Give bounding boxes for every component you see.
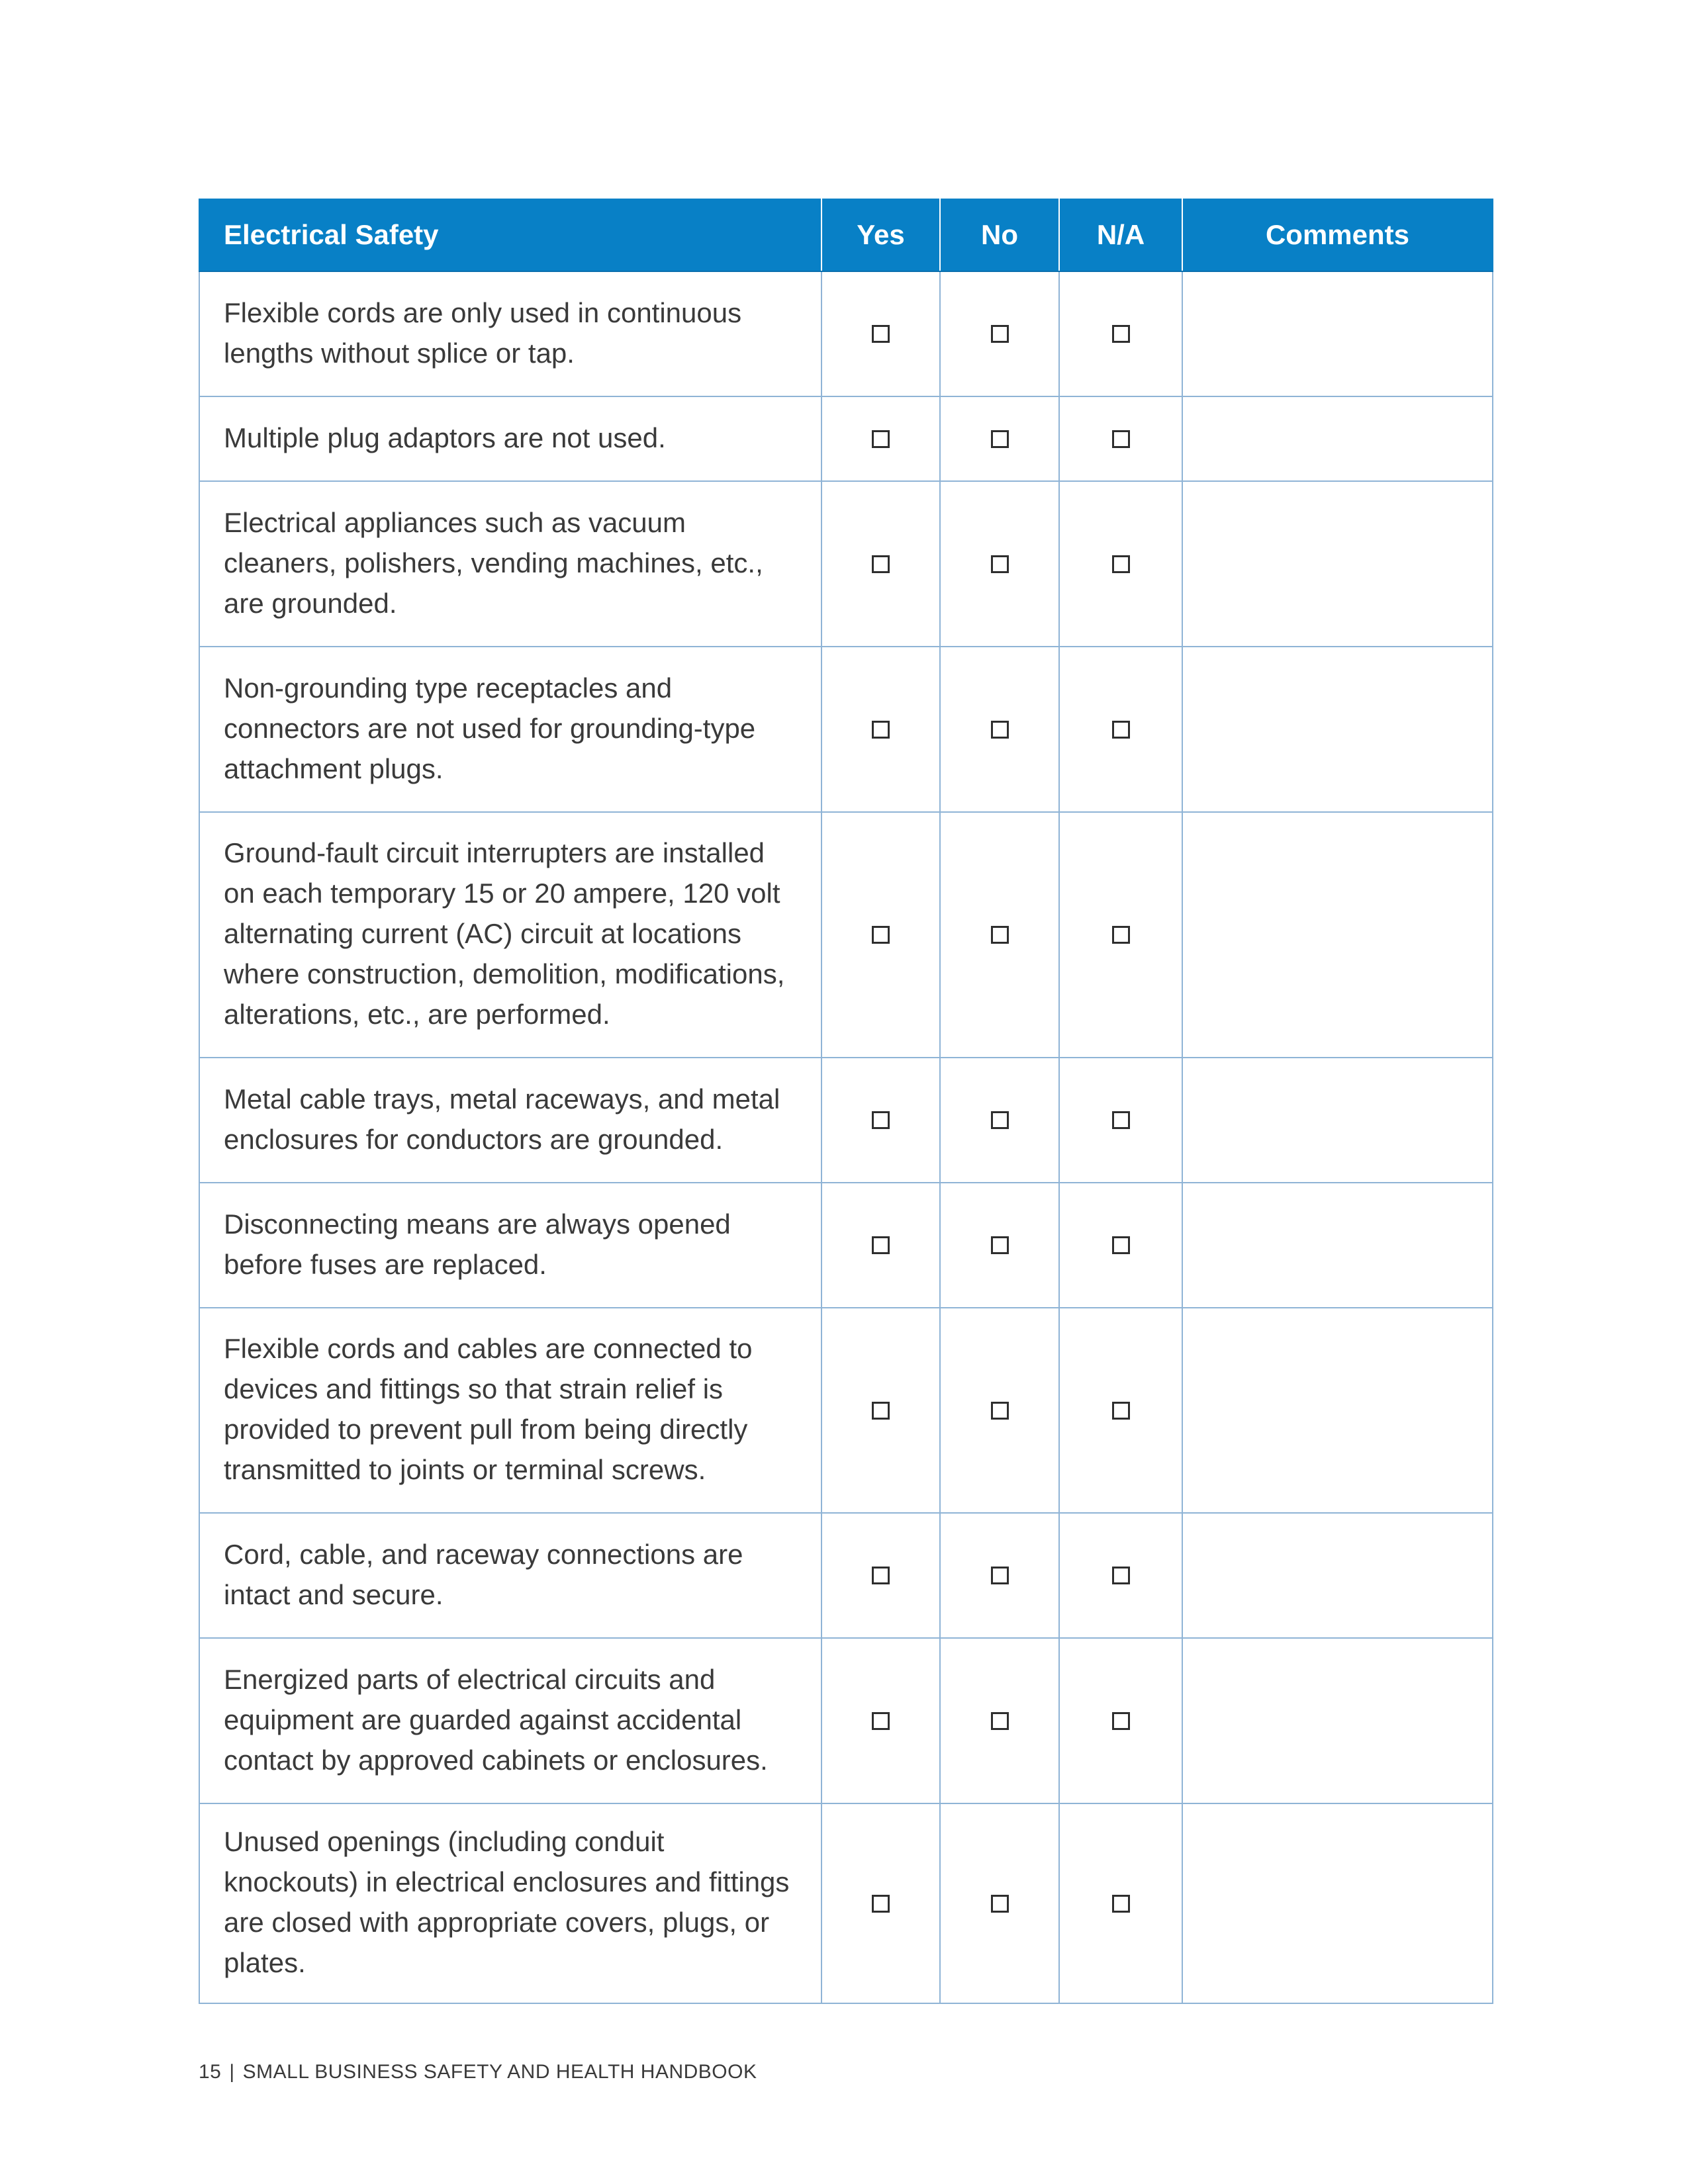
comments-cell[interactable]: [1182, 481, 1493, 647]
no-cell: [940, 1058, 1059, 1183]
na-cell: [1059, 1638, 1182, 1803]
yes-cell: [821, 1803, 940, 2003]
no-checkbox[interactable]: [991, 1236, 1009, 1254]
no-checkbox[interactable]: [991, 430, 1009, 448]
na-checkbox[interactable]: [1112, 430, 1130, 448]
table-row: [199, 1058, 1493, 1183]
yes-checkbox[interactable]: [872, 1712, 890, 1730]
header-electrical-safety: Electrical Safety: [199, 199, 821, 271]
checklist-body: [199, 271, 1493, 2003]
no-cell: [940, 647, 1059, 812]
yes-cell: [821, 647, 940, 812]
no-cell: [940, 1308, 1059, 1513]
no-checkbox[interactable]: [991, 1895, 1009, 1913]
table-row: [199, 396, 1493, 481]
no-cell: [940, 812, 1059, 1058]
checklist-item-text: Flexible cords are only used in continuous lengths without splice or tap.: [199, 271, 821, 396]
yes-checkbox[interactable]: [872, 1111, 890, 1129]
checklist-item-text: Ground-fault circuit interrupters are installed on each temporary 15 or 20 ampere, 120 volt alternating current (AC) circuit at locations where construction, demolition, modifications, alterations, etc., are performed.: [199, 812, 821, 1058]
na-cell: [1059, 396, 1182, 481]
checklist-item-text: Energized parts of electrical circuits and equipment are guarded against accidental contact by approved cabinets or enclosures.: [199, 1638, 821, 1803]
header-comments: Comments: [1182, 199, 1493, 271]
na-checkbox[interactable]: [1112, 555, 1130, 573]
no-checkbox[interactable]: [991, 1402, 1009, 1420]
na-cell: [1059, 1308, 1182, 1513]
table-row: [199, 1183, 1493, 1308]
table-row: [199, 1803, 1493, 2003]
table-row: [199, 1638, 1493, 1803]
na-cell: [1059, 647, 1182, 812]
no-cell: [940, 1803, 1059, 2003]
no-checkbox[interactable]: [991, 555, 1009, 573]
yes-checkbox[interactable]: [872, 1402, 890, 1420]
yes-checkbox[interactable]: [872, 555, 890, 573]
header-yes: Yes: [821, 199, 940, 271]
na-cell: [1059, 271, 1182, 396]
no-cell: [940, 481, 1059, 647]
table-row: [199, 812, 1493, 1058]
comments-cell[interactable]: [1182, 647, 1493, 812]
na-cell: [1059, 1803, 1182, 2003]
yes-cell: [821, 1513, 940, 1638]
yes-checkbox[interactable]: [872, 1895, 890, 1913]
yes-cell: [821, 1183, 940, 1308]
header-row: [199, 199, 1493, 271]
yes-cell: [821, 812, 940, 1058]
table-row: [199, 271, 1493, 396]
electrical-safety-checklist: [199, 199, 1493, 2004]
comments-cell[interactable]: [1182, 812, 1493, 1058]
checklist-item-text: Electrical appliances such as vacuum cleaners, polishers, vending machines, etc., are grounded.: [199, 481, 821, 647]
na-cell: [1059, 481, 1182, 647]
checklist-item-text: Metal cable trays, metal raceways, and metal enclosures for conductors are grounded.: [199, 1058, 821, 1183]
yes-checkbox[interactable]: [872, 721, 890, 739]
na-checkbox[interactable]: [1112, 325, 1130, 343]
no-checkbox[interactable]: [991, 1567, 1009, 1584]
yes-checkbox[interactable]: [872, 325, 890, 343]
na-cell: [1059, 1513, 1182, 1638]
comments-cell[interactable]: [1182, 271, 1493, 396]
yes-checkbox[interactable]: [872, 430, 890, 448]
no-checkbox[interactable]: [991, 325, 1009, 343]
no-checkbox[interactable]: [991, 1111, 1009, 1129]
na-checkbox[interactable]: [1112, 1712, 1130, 1730]
yes-cell: [821, 1308, 940, 1513]
no-cell: [940, 396, 1059, 481]
header-na: N/A: [1059, 199, 1182, 271]
footer-title: SMALL BUSINESS SAFETY AND HEALTH HANDBOOK: [242, 2061, 757, 2083]
na-cell: [1059, 1058, 1182, 1183]
checklist-item-text: Unused openings (including conduit knockouts) in electrical enclosures and fittings are closed with appropriate covers, plugs, or plates.: [199, 1803, 821, 2003]
na-checkbox[interactable]: [1112, 926, 1130, 944]
na-cell: [1059, 1183, 1182, 1308]
no-cell: [940, 271, 1059, 396]
checklist-item-text: Multiple plug adaptors are not used.: [199, 396, 821, 481]
page-footer: [199, 2061, 757, 2083]
yes-cell: [821, 481, 940, 647]
no-cell: [940, 1513, 1059, 1638]
yes-checkbox[interactable]: [872, 1236, 890, 1254]
yes-checkbox[interactable]: [872, 926, 890, 944]
checklist-header: [199, 199, 1493, 271]
yes-cell: [821, 271, 940, 396]
na-checkbox[interactable]: [1112, 1567, 1130, 1584]
page-number: 15: [199, 2061, 222, 2083]
footer-separator: |: [229, 2061, 235, 2083]
header-no: No: [940, 199, 1059, 271]
na-checkbox[interactable]: [1112, 1402, 1130, 1420]
no-cell: [940, 1183, 1059, 1308]
table-row: [199, 481, 1493, 647]
comments-cell[interactable]: [1182, 1058, 1493, 1183]
no-checkbox[interactable]: [991, 721, 1009, 739]
checklist-item-text: Disconnecting means are always opened before fuses are replaced.: [199, 1183, 821, 1308]
table-row: [199, 647, 1493, 812]
yes-cell: [821, 1638, 940, 1803]
table-row: [199, 1513, 1493, 1638]
na-checkbox[interactable]: [1112, 1895, 1130, 1913]
na-checkbox[interactable]: [1112, 1236, 1130, 1254]
na-checkbox[interactable]: [1112, 1111, 1130, 1129]
comments-cell[interactable]: [1182, 1183, 1493, 1308]
yes-checkbox[interactable]: [872, 1567, 890, 1584]
yes-cell: [821, 1058, 940, 1183]
checklist-item-text: Non-grounding type receptacles and connectors are not used for grounding-type attachment plugs.: [199, 647, 821, 812]
checklist-item-text: Flexible cords and cables are connected to devices and fittings so that strain relief is provided to prevent pull from being directly transmitted to joints or terminal screws.: [199, 1308, 821, 1513]
no-checkbox[interactable]: [991, 926, 1009, 944]
comments-cell[interactable]: [1182, 1308, 1493, 1513]
comments-cell[interactable]: [1182, 396, 1493, 481]
comments-cell[interactable]: [1182, 1513, 1493, 1638]
comments-cell[interactable]: [1182, 1803, 1493, 2003]
na-cell: [1059, 812, 1182, 1058]
no-cell: [940, 1638, 1059, 1803]
yes-cell: [821, 396, 940, 481]
no-checkbox[interactable]: [991, 1712, 1009, 1730]
table-row: [199, 1308, 1493, 1513]
comments-cell[interactable]: [1182, 1638, 1493, 1803]
checklist-item-text: Cord, cable, and raceway connections are intact and secure.: [199, 1513, 821, 1638]
na-checkbox[interactable]: [1112, 721, 1130, 739]
